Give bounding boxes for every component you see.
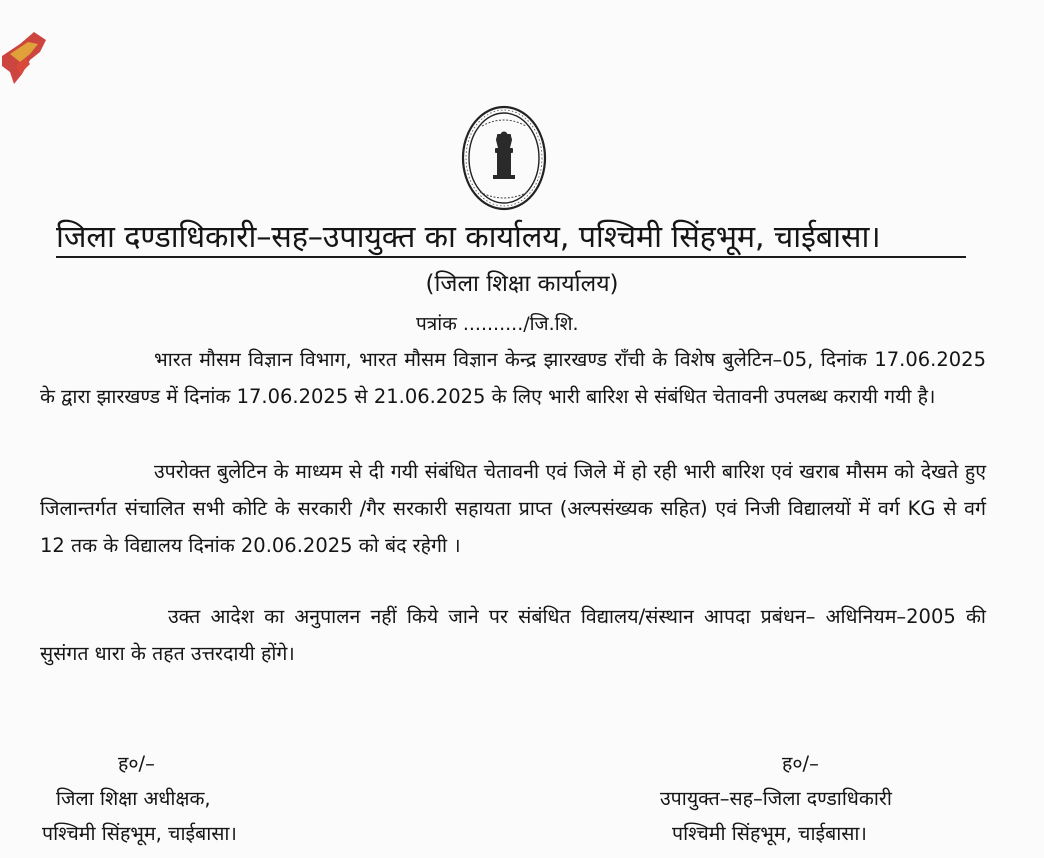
emblem-seal	[460, 104, 548, 212]
paragraph-1-text: भारत मौसम विज्ञान विभाग, भारत मौसम विज्ञान केन्द्र झारखण्ड राँची के विशेष बुलेटिन–05, दिनांक 17.06.2025 के द्वारा झारखण्ड में दिनांक 17.06.2025 से 21.06.2025 के लिए भारी बारिश से संबंधित चेतावनी उपलब्ध करायी गयी है।	[40, 348, 986, 408]
red-corner-mark	[0, 26, 52, 88]
right-signatory-place: पश्चिमी सिंहभूम, चाईबासा।	[672, 822, 867, 845]
sub-office-title: (जिला शिक्षा कार्यालय)	[425, 271, 619, 297]
office-title: जिला दण्डाधिकारी–सह–उपायुक्त का कार्यालय, पश्चिमी सिंहभूम, चाईबासा।	[56, 220, 881, 255]
paragraph-2-text: उपरोक्त बुलेटिन के माध्यम से दी गयी संबंधित चेतावनी एवं जिले में हो रही भारी बारिश एवं खराब मौसम को देखते हुए जिलान्तर्गत संचालित सभी कोटि के सरकारी /गैर सरकारी सहायता प्राप्त (अल्पसंख्यक सहित) एवं निजी विद्यालयों में वर्ग KG से वर्ग 12 तक के विद्यालय दिनांक 20.06.2025 को बंद रहेगी ।	[40, 460, 986, 557]
right-signatory-title: उपायुक्त–सह–जिला दण्डाधिकारी	[660, 787, 892, 810]
right-signature-mark: ह०/–	[782, 752, 819, 775]
paragraph-2	[40, 453, 986, 564]
paragraph-1	[40, 341, 986, 415]
left-signatory-title: जिला शिक्षा अधीक्षक,	[56, 787, 211, 810]
paragraph-3-text: उक्त आदेश का अनुपालन नहीं किये जाने पर संबंधित विद्यालय/संस्थान आपदा प्रबंधन– अधिनियम–2005 की सुसंगत धारा के तहत उत्तरदायी होंगे।	[40, 605, 986, 665]
paragraph-3	[40, 598, 986, 672]
title-underline	[56, 256, 966, 258]
reference-number: पत्रांक ........../जि.शि.	[416, 313, 579, 335]
left-signatory-place: पश्चिमी सिंहभूम, चाईबासा।	[42, 822, 237, 845]
left-signature-mark: ह०/–	[118, 752, 155, 775]
